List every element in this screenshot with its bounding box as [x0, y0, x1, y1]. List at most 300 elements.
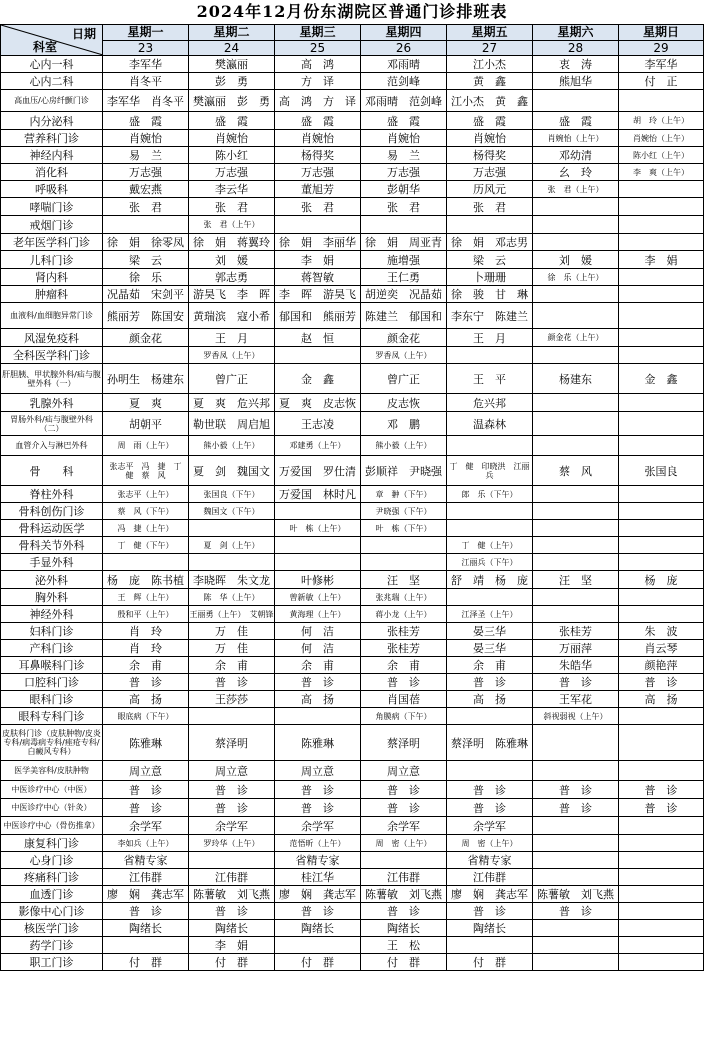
schedule-cell [447, 589, 533, 606]
table-row [1, 954, 704, 971]
day-header: 星期三 [275, 25, 361, 41]
schedule-cell: 盛 霞 [361, 112, 447, 130]
department-cell: 口腔科门诊 [1, 674, 103, 691]
schedule-cell: 幺 玲 [533, 164, 619, 181]
table-row [1, 623, 704, 640]
table-row [1, 640, 704, 657]
schedule-cell: 普 诊 [189, 799, 275, 817]
schedule-cell: 颜艳萍 [619, 657, 704, 674]
schedule-cell [533, 835, 619, 852]
department-cell: 内分泌科 [1, 112, 103, 130]
schedule-cell: 熊丽芳 陈国安 [103, 303, 189, 329]
schedule-cell: 何 洁 [275, 623, 361, 640]
schedule-cell: 易 兰 [361, 147, 447, 164]
department-cell: 神经外科 [1, 606, 103, 623]
schedule-cell [619, 554, 704, 571]
schedule-cell: 省精专家 [275, 852, 361, 869]
schedule-cell: 普 诊 [533, 674, 619, 691]
schedule-cell: 普 诊 [447, 674, 533, 691]
schedule-cell: 盛 霞 [533, 112, 619, 130]
schedule-cell: 普 诊 [189, 674, 275, 691]
schedule-cell: 蔡 风 [533, 456, 619, 486]
department-cell: 血管介入与淋巴外科 [1, 436, 103, 456]
schedule-cell: 江伟群 [189, 869, 275, 886]
day-header: 星期日 [619, 25, 704, 41]
department-cell: 医学美容科/皮肤肿物 [1, 761, 103, 781]
department-cell: 骨 科 [1, 456, 103, 486]
schedule-cell [533, 589, 619, 606]
schedule-cell: 黄海理（上午） [275, 606, 361, 623]
table-row [1, 691, 704, 708]
schedule-cell: 普 诊 [275, 799, 361, 817]
schedule-cell: 普 诊 [619, 799, 704, 817]
department-cell: 耳鼻喉科门诊 [1, 657, 103, 674]
schedule-cell: 胡 玲（上午） [619, 112, 704, 130]
schedule-cell: 黄瑞滨 寇小希 [189, 303, 275, 329]
schedule-cell: 陶绪长 [103, 920, 189, 937]
schedule-cell: 余学军 [361, 817, 447, 835]
department-cell: 中医诊疗中心（中医） [1, 781, 103, 799]
schedule-cell [619, 852, 704, 869]
schedule-cell: 江小杰 [447, 56, 533, 73]
schedule-cell: 王 月 [189, 329, 275, 347]
table-row [1, 130, 704, 147]
schedule-cell: 肖冬平 [103, 73, 189, 90]
schedule-cell: 徐 乐（上午） [533, 269, 619, 286]
table-row [1, 269, 704, 286]
schedule-cell: 普 诊 [103, 674, 189, 691]
table-row [1, 436, 704, 456]
table-row [1, 781, 704, 799]
schedule-cell [619, 90, 704, 112]
schedule-cell [619, 835, 704, 852]
schedule-cell: 付 群 [189, 954, 275, 971]
schedule-cell [533, 937, 619, 954]
table-row [1, 520, 704, 537]
schedule-cell: 易 兰 [103, 147, 189, 164]
table-row [1, 216, 704, 234]
schedule-cell: 王军花 [533, 691, 619, 708]
schedule-cell: 熊小毅（上午） [189, 436, 275, 456]
schedule-cell: 皮志恢 [361, 394, 447, 412]
schedule-cell: 普 诊 [189, 903, 275, 920]
schedule-cell [619, 303, 704, 329]
schedule-cell: 夏 剑 魏国文 [189, 456, 275, 486]
schedule-cell: 张 君（上午） [533, 181, 619, 198]
schedule-cell: 盛 霞 [189, 112, 275, 130]
schedule-cell: 王仁勇 [361, 269, 447, 286]
table-row [1, 657, 704, 674]
schedule-cell: 范剑峰 [361, 73, 447, 90]
schedule-cell [619, 412, 704, 436]
schedule-cell [619, 920, 704, 937]
schedule-cell: 普 诊 [103, 781, 189, 799]
schedule-cell: 廖 娴 龚志军 [275, 886, 361, 903]
department-cell: 肿瘤科 [1, 286, 103, 303]
schedule-cell [361, 216, 447, 234]
department-cell: 中医诊疗中心（针灸） [1, 799, 103, 817]
table-row [1, 852, 704, 869]
schedule-cell: 彭顺祥 尹晓强 [361, 456, 447, 486]
table-row [1, 329, 704, 347]
schedule-cell: 郁国和 熊丽芳 [275, 303, 361, 329]
schedule-cell: 曾新敏（上午） [275, 589, 361, 606]
table-row [1, 412, 704, 436]
department-cell: 心内一科 [1, 56, 103, 73]
schedule-cell: 普 诊 [275, 781, 361, 799]
schedule-cell: 颜金花（上午） [533, 329, 619, 347]
schedule-cell [447, 937, 533, 954]
department-cell: 肝胆胰、甲状腺外科/疝与腹壁外科（一） [1, 364, 103, 394]
schedule-cell [361, 537, 447, 554]
table-row [1, 920, 704, 937]
schedule-cell: 叶 栋（下午） [361, 520, 447, 537]
schedule-cell [447, 503, 533, 520]
schedule-cell: 杨得奖 [447, 147, 533, 164]
schedule-cell: 魏国文（下午） [189, 503, 275, 520]
schedule-cell [103, 937, 189, 954]
department-cell: 消化科 [1, 164, 103, 181]
department-cell: 药学门诊 [1, 937, 103, 954]
schedule-cell [447, 708, 533, 725]
schedule-cell: 周 雨（上午） [103, 436, 189, 456]
schedule-cell: 邓雨晴 [361, 56, 447, 73]
table-row [1, 147, 704, 164]
schedule-cell: 金 鑫 [275, 364, 361, 394]
date-header: 26 [361, 41, 447, 56]
schedule-cell: 章 翀（下午） [361, 486, 447, 503]
schedule-cell [619, 286, 704, 303]
department-cell: 胃肠外科/疝与腹壁外科（二） [1, 412, 103, 436]
schedule-cell [619, 181, 704, 198]
schedule-cell [447, 761, 533, 781]
department-cell: 皮肤科门诊（皮肤肿物/皮炎专科/病毒病专科/痤疮专科/白癜风专科） [1, 725, 103, 761]
schedule-cell: 万 佳 [189, 623, 275, 640]
schedule-body [1, 56, 704, 971]
schedule-cell: 肖婉怡（上午） [533, 130, 619, 147]
schedule-cell: 张 君 [447, 198, 533, 216]
schedule-cell: 历风元 [447, 181, 533, 198]
schedule-cell [189, 554, 275, 571]
table-row [1, 90, 704, 112]
schedule-cell: 付 群 [447, 954, 533, 971]
schedule-cell: 江小杰 黄 鑫 [447, 90, 533, 112]
schedule-cell [533, 520, 619, 537]
schedule-cell: 斜视弱视（上午） [533, 708, 619, 725]
schedule-cell: 范悟昕（上午） [275, 835, 361, 852]
schedule-cell [533, 303, 619, 329]
schedule-cell: 付 群 [275, 954, 361, 971]
date-header: 28 [533, 41, 619, 56]
schedule-cell: 张 君 [189, 198, 275, 216]
schedule-cell [619, 436, 704, 456]
schedule-cell: 余 甫 [103, 657, 189, 674]
schedule-cell: 冯 捷（上午） [103, 520, 189, 537]
table-row [1, 234, 704, 251]
schedule-cell: 肖 玲 [103, 623, 189, 640]
schedule-cell: 普 诊 [275, 674, 361, 691]
schedule-cell [447, 347, 533, 364]
schedule-cell [189, 708, 275, 725]
schedule-table [0, 24, 704, 971]
schedule-cell [619, 347, 704, 364]
department-cell: 哮喘门诊 [1, 198, 103, 216]
schedule-cell [275, 554, 361, 571]
schedule-cell: 普 诊 [361, 781, 447, 799]
schedule-cell [533, 394, 619, 412]
schedule-cell: 刘 媛 [189, 251, 275, 269]
schedule-cell [533, 412, 619, 436]
schedule-cell: 万 佳 [189, 640, 275, 657]
department-cell: 戒烟门诊 [1, 216, 103, 234]
schedule-cell: 刘 媛 [533, 251, 619, 269]
schedule-cell: 陈薯敏 刘飞燕 [189, 886, 275, 903]
department-cell: 全科医学科门诊 [1, 347, 103, 364]
schedule-cell: 蒋小龙（上午） [361, 606, 447, 623]
schedule-cell: 蒋智敏 [275, 269, 361, 286]
schedule-cell: 温森林 [447, 412, 533, 436]
schedule-cell: 郭志勇 [189, 269, 275, 286]
department-cell: 骨科创伤门诊 [1, 503, 103, 520]
schedule-cell [533, 869, 619, 886]
day-header: 星期五 [447, 25, 533, 41]
schedule-cell: 李云华 [189, 181, 275, 198]
table-row [1, 251, 704, 269]
schedule-cell [533, 286, 619, 303]
schedule-cell: 蔡泽明 [189, 725, 275, 761]
table-row [1, 903, 704, 920]
schedule-cell: 尹晓强（下午） [361, 503, 447, 520]
schedule-cell: 王 平 [447, 364, 533, 394]
department-cell: 骨科运动医学 [1, 520, 103, 537]
schedule-cell [619, 503, 704, 520]
schedule-cell: 陶绪长 [189, 920, 275, 937]
schedule-cell [275, 216, 361, 234]
schedule-cell: 杨 庞 [619, 571, 704, 589]
schedule-cell: 丁 健（上午） [447, 537, 533, 554]
table-row [1, 674, 704, 691]
schedule-cell: 付 正 [619, 73, 704, 90]
schedule-cell [275, 503, 361, 520]
schedule-cell: 盛 霞 [275, 112, 361, 130]
schedule-cell: 胡朝平 [103, 412, 189, 436]
department-cell: 妇科门诊 [1, 623, 103, 640]
schedule-cell [533, 347, 619, 364]
schedule-cell: 王莎莎 [189, 691, 275, 708]
department-cell: 胸外科 [1, 589, 103, 606]
table-row [1, 886, 704, 903]
schedule-cell: 徐 娟 徐零凤 [103, 234, 189, 251]
date-header: 24 [189, 41, 275, 56]
schedule-cell: 罗玲华（上午） [189, 835, 275, 852]
table-row [1, 364, 704, 394]
schedule-cell: 李 晖 游昊飞 [275, 286, 361, 303]
schedule-cell [533, 90, 619, 112]
table-row [1, 571, 704, 589]
schedule-cell: 付 群 [361, 954, 447, 971]
schedule-cell: 陈雅琳 [103, 725, 189, 761]
schedule-cell [619, 269, 704, 286]
schedule-cell: 黄 鑫 [447, 73, 533, 90]
schedule-cell: 李 娟 [619, 251, 704, 269]
schedule-cell: 肖婉怡 [103, 130, 189, 147]
schedule-cell: 张 君 [103, 198, 189, 216]
schedule-cell: 普 诊 [361, 674, 447, 691]
schedule-cell: 徐 娟 李丽华 [275, 234, 361, 251]
schedule-cell [533, 198, 619, 216]
schedule-cell: 眼底病（下午） [103, 708, 189, 725]
schedule-cell: 王 月 [447, 329, 533, 347]
schedule-cell: 江伟群 [103, 869, 189, 886]
schedule-cell: 王志凌 [275, 412, 361, 436]
schedule-cell: 肖婉怡 [361, 130, 447, 147]
schedule-cell: 丁 健（下午） [103, 537, 189, 554]
schedule-cell: 普 诊 [533, 903, 619, 920]
schedule-cell: 张 君（上午） [189, 216, 275, 234]
department-cell: 血透门诊 [1, 886, 103, 903]
schedule-cell: 周立意 [361, 761, 447, 781]
schedule-cell: 蔡 风（下午） [103, 503, 189, 520]
schedule-cell: 省精专家 [103, 852, 189, 869]
schedule-cell: 江伟群 [447, 869, 533, 886]
schedule-cell: 邓建勇（上午） [275, 436, 361, 456]
schedule-cell: 游昊飞 李 晖 [189, 286, 275, 303]
schedule-cell: 杨 庞 陈书植 [103, 571, 189, 589]
department-cell: 康复科门诊 [1, 835, 103, 852]
schedule-cell: 何 洁 [275, 640, 361, 657]
schedule-cell: 张桂芳 [533, 623, 619, 640]
date-header: 27 [447, 41, 533, 56]
table-row [1, 181, 704, 198]
schedule-cell [619, 708, 704, 725]
schedule-cell: 高 扬 [103, 691, 189, 708]
department-cell: 眼科专科门诊 [1, 708, 103, 725]
department-cell: 心内二科 [1, 73, 103, 90]
table-row [1, 554, 704, 571]
table-row [1, 486, 704, 503]
schedule-cell [619, 198, 704, 216]
schedule-cell [533, 436, 619, 456]
schedule-cell [103, 347, 189, 364]
schedule-cell [447, 216, 533, 234]
schedule-cell: 廖 娴 龚志军 [103, 886, 189, 903]
schedule-cell: 高 鸿 [275, 56, 361, 73]
schedule-cell: 万爱国 罗仕清 [275, 456, 361, 486]
table-row [1, 589, 704, 606]
department-cell: 风湿免疫科 [1, 329, 103, 347]
schedule-cell: 王丽勇（上午） 艾朝锋 [189, 606, 275, 623]
schedule-cell: 余 甫 [189, 657, 275, 674]
schedule-cell: 颜金花 [361, 329, 447, 347]
schedule-cell: 万志强 [361, 164, 447, 181]
schedule-cell: 普 诊 [619, 674, 704, 691]
schedule-cell: 余学军 [103, 817, 189, 835]
schedule-cell: 陈小红（上午） [619, 147, 704, 164]
schedule-cell: 熊小毅（上午） [361, 436, 447, 456]
schedule-cell: 晏三华 [447, 623, 533, 640]
schedule-cell: 朱皓华 [533, 657, 619, 674]
table-row [1, 761, 704, 781]
department-cell: 手显外科 [1, 554, 103, 571]
schedule-cell: 张志平 冯 捷 丁 健 蔡 风 [103, 456, 189, 486]
schedule-cell: 陈薯敏 刘飞燕 [533, 886, 619, 903]
schedule-cell: 邓 鹏 [361, 412, 447, 436]
schedule-cell: 肖国蓓 [361, 691, 447, 708]
schedule-cell: 周立意 [275, 761, 361, 781]
table-row [1, 537, 704, 554]
schedule-cell: 危兴邦 [447, 394, 533, 412]
department-cell: 骨科关节外科 [1, 537, 103, 554]
schedule-cell: 施增强 [361, 251, 447, 269]
schedule-cell: 张国良（下午） [189, 486, 275, 503]
schedule-cell: 戴宏燕 [103, 181, 189, 198]
schedule-cell: 彭 勇 [189, 73, 275, 90]
schedule-cell: 陈 华（上午） [189, 589, 275, 606]
schedule-cell [619, 520, 704, 537]
schedule-cell: 郎 乐（下午） [447, 486, 533, 503]
schedule-cell [103, 216, 189, 234]
schedule-cell [619, 606, 704, 623]
schedule-cell: 孙明生 杨建东 [103, 364, 189, 394]
schedule-cell: 况晶茹 宋剑平 [103, 286, 189, 303]
schedule-cell [533, 216, 619, 234]
table-row [1, 869, 704, 886]
schedule-cell: 李如兵（上午） [103, 835, 189, 852]
department-cell: 乳腺外科 [1, 394, 103, 412]
schedule-cell [619, 937, 704, 954]
department-cell: 产科门诊 [1, 640, 103, 657]
schedule-cell [533, 954, 619, 971]
schedule-cell: 曾广正 [361, 364, 447, 394]
schedule-cell [275, 708, 361, 725]
schedule-cell: 汪 坚 [361, 571, 447, 589]
schedule-cell: 桂江华 [275, 869, 361, 886]
schedule-cell [533, 554, 619, 571]
table-row [1, 394, 704, 412]
schedule-cell: 肖婉怡 [447, 130, 533, 147]
schedule-cell: 普 诊 [447, 781, 533, 799]
corner-dept-label: 科室 [33, 40, 58, 54]
department-cell: 营养科门诊 [1, 130, 103, 147]
department-cell: 职工门诊 [1, 954, 103, 971]
schedule-cell: 万志强 [103, 164, 189, 181]
schedule-cell: 张国良 [619, 456, 704, 486]
schedule-cell [619, 903, 704, 920]
schedule-cell: 普 诊 [103, 799, 189, 817]
schedule-cell [189, 852, 275, 869]
schedule-cell [619, 954, 704, 971]
schedule-cell: 普 诊 [189, 781, 275, 799]
schedule-cell [533, 761, 619, 781]
schedule-cell: 江伟群 [361, 869, 447, 886]
schedule-cell: 杨建东 [533, 364, 619, 394]
schedule-cell: 李东宁 陈建兰 [447, 303, 533, 329]
schedule-cell: 陶绪长 [361, 920, 447, 937]
schedule-cell: 方 译 [275, 73, 361, 90]
schedule-cell: 普 诊 [533, 799, 619, 817]
schedule-cell: 王 辉（上午） [103, 589, 189, 606]
schedule-cell [619, 234, 704, 251]
schedule-cell: 李军华 [619, 56, 704, 73]
schedule-cell: 晏三华 [447, 640, 533, 657]
schedule-cell [619, 886, 704, 903]
table-row [1, 303, 704, 329]
schedule-cell: 汪 坚 [533, 571, 619, 589]
schedule-cell: 夏 爽 皮志恢 [275, 394, 361, 412]
schedule-cell: 周立意 [189, 761, 275, 781]
schedule-cell: 徐 娟 邓志男 [447, 234, 533, 251]
department-cell: 脊柱外科 [1, 486, 103, 503]
